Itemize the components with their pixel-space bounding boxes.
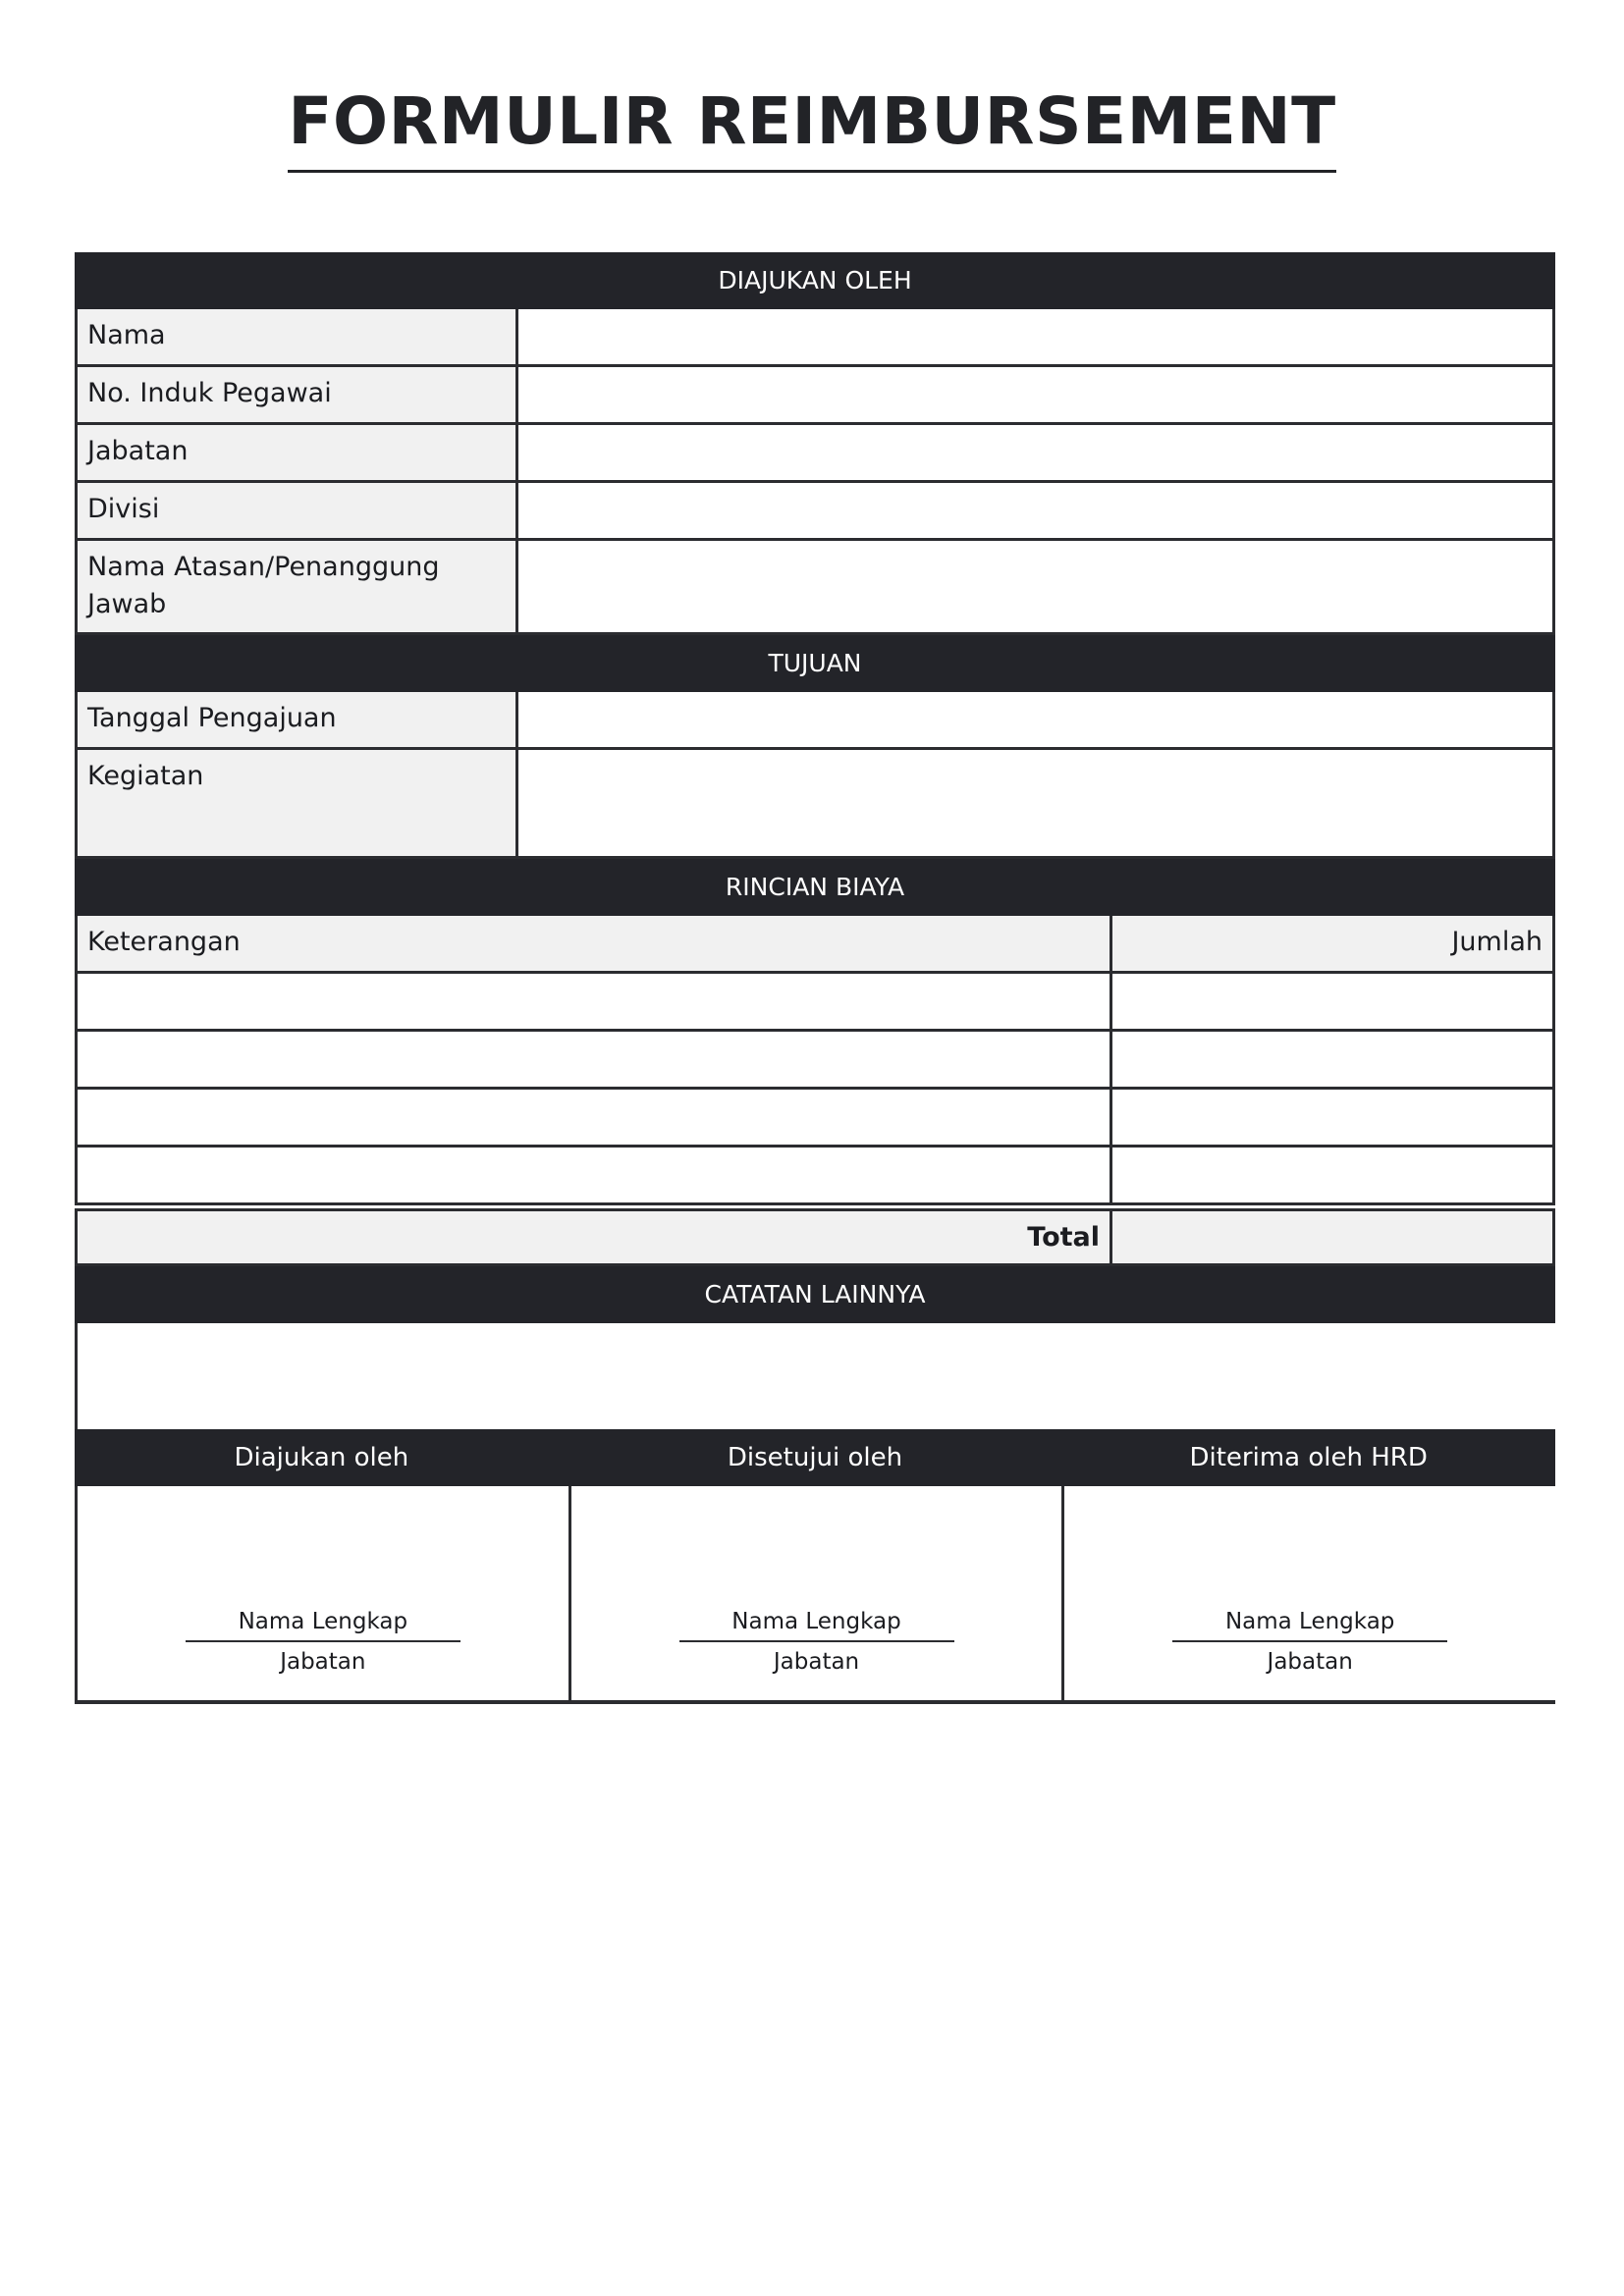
cost-table-header	[75, 916, 1555, 974]
division-input[interactable]	[518, 483, 1552, 538]
name-input[interactable]	[518, 309, 1552, 364]
reimbursement-form	[75, 252, 1555, 1704]
field-row-division	[75, 483, 1555, 541]
activity-input[interactable]	[518, 750, 1552, 856]
submission-date-input[interactable]	[518, 692, 1552, 747]
field-row-submission-date	[75, 692, 1555, 750]
section-header-other-notes: CATATAN LAINNYA	[75, 1266, 1555, 1323]
section-header-purpose: TUJUAN	[75, 635, 1555, 692]
cost-amount-input[interactable]	[1112, 1090, 1552, 1145]
cost-description-input[interactable]	[78, 1090, 1112, 1145]
column-header-amount: Jumlah	[1112, 916, 1552, 971]
signature-header	[75, 1429, 1555, 1486]
form-title: FORMULIR REIMBURSEMENT	[288, 86, 1335, 173]
section-header-submitted-by: DIAJUKAN OLEH	[75, 252, 1555, 309]
signature-area	[75, 1486, 1555, 1704]
cost-amount-input[interactable]	[1112, 974, 1552, 1029]
field-row-supervisor	[75, 541, 1555, 635]
cost-amount-input[interactable]	[1112, 1148, 1552, 1202]
cost-description-input[interactable]	[78, 974, 1112, 1029]
total-label: Total	[78, 1211, 1112, 1263]
signature-box-received-hrd[interactable]	[1064, 1486, 1555, 1700]
signature-full-name: Nama Lengkap	[1172, 1607, 1447, 1642]
column-header-description: Keterangan	[78, 916, 1112, 971]
total-amount-input[interactable]	[1112, 1211, 1552, 1263]
signature-heading-approved: Disetujui oleh	[727, 1443, 903, 1472]
supervisor-input[interactable]	[518, 541, 1552, 632]
signature-position: Jabatan	[773, 1649, 860, 1675]
field-row-position	[75, 425, 1555, 483]
signature-position: Jabatan	[280, 1649, 366, 1675]
table-row	[75, 1032, 1555, 1090]
position-input[interactable]	[518, 425, 1552, 480]
signature-heading-received-hrd: Diterima oleh HRD	[1189, 1443, 1428, 1472]
signature-full-name: Nama Lengkap	[186, 1607, 460, 1642]
field-label-employee-id: No. Induk Pegawai	[78, 367, 518, 422]
field-label-position: Jabatan	[78, 425, 518, 480]
signature-box-submitted[interactable]	[78, 1486, 571, 1700]
field-label-submission-date: Tanggal Pengajuan	[78, 692, 518, 747]
signature-full-name: Nama Lengkap	[679, 1607, 954, 1642]
signature-box-approved[interactable]	[571, 1486, 1065, 1700]
table-row	[75, 974, 1555, 1032]
field-label-activity: Kegiatan	[78, 750, 518, 856]
field-row-activity	[75, 750, 1555, 859]
field-label-division: Divisi	[78, 483, 518, 538]
title-wrapper	[0, 83, 1624, 173]
field-row-employee-id	[75, 367, 1555, 425]
notes-input[interactable]	[75, 1323, 1555, 1429]
cost-amount-input[interactable]	[1112, 1032, 1552, 1087]
table-row	[75, 1148, 1555, 1205]
field-label-supervisor: Nama Atasan/Penanggung Jawab	[78, 541, 518, 632]
signature-heading-submitted: Diajukan oleh	[234, 1443, 409, 1472]
field-row-name	[75, 309, 1555, 367]
table-row	[75, 1090, 1555, 1148]
employee-id-input[interactable]	[518, 367, 1552, 422]
total-row	[75, 1208, 1555, 1266]
field-label-name: Nama	[78, 309, 518, 364]
cost-description-input[interactable]	[78, 1148, 1112, 1202]
section-header-cost-details: RINCIAN BIAYA	[75, 859, 1555, 916]
signature-position: Jabatan	[1267, 1649, 1353, 1675]
cost-description-input[interactable]	[78, 1032, 1112, 1087]
